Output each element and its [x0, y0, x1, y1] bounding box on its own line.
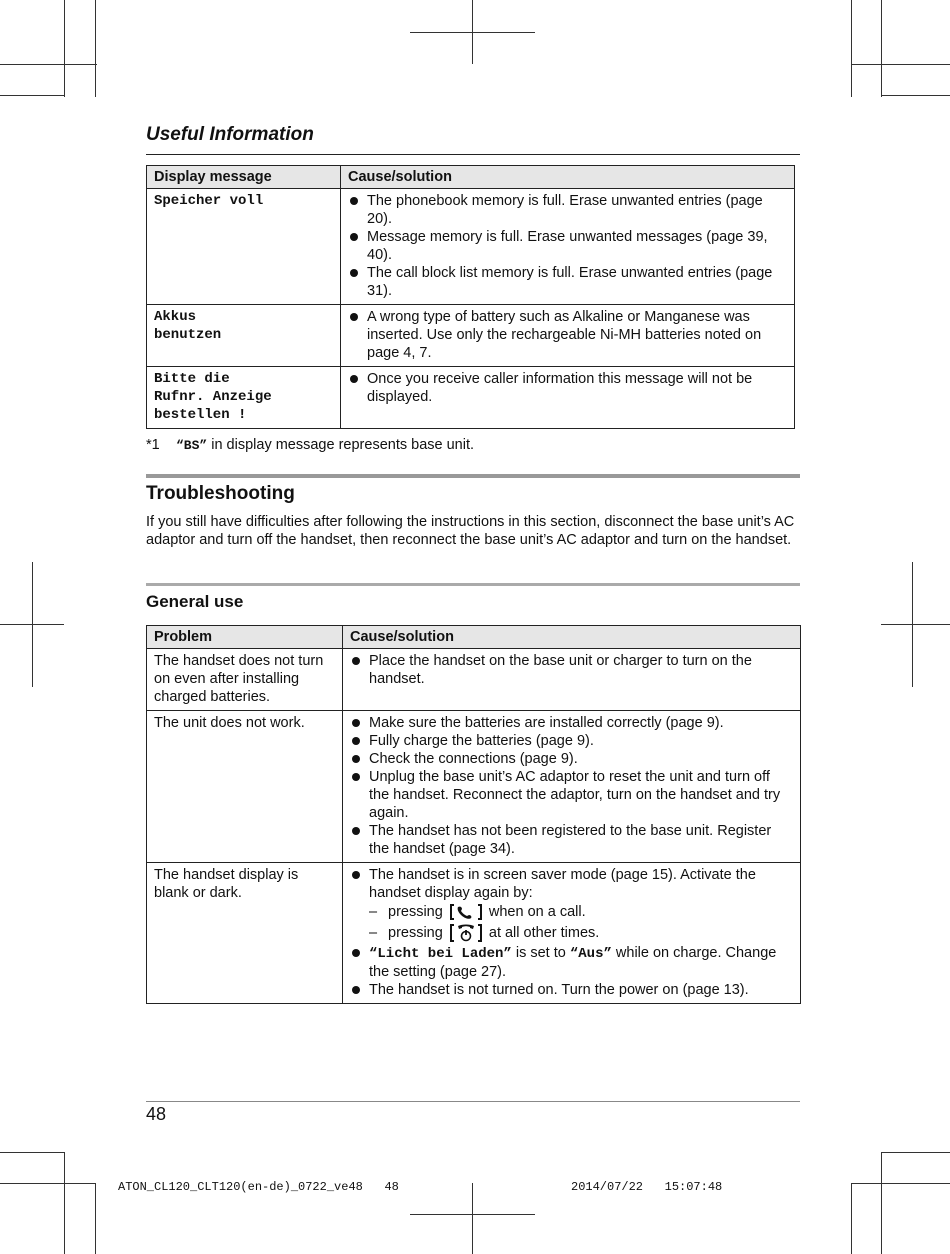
display-message-table — [146, 165, 795, 429]
solution-text: while on charge. Change the setting (page 27). — [369, 945, 777, 980]
crop-mark — [881, 1152, 882, 1254]
problem-cell: The unit does not work. — [147, 711, 343, 863]
sub-step — [369, 902, 793, 923]
print-timestamp: 2014/07/22 15:07:48 — [571, 1180, 723, 1194]
table-header-row — [147, 626, 801, 649]
column-header: Cause/solution — [343, 626, 801, 649]
crop-mark — [0, 64, 97, 65]
crop-mark — [0, 1183, 95, 1184]
solution-text: The handset is in screen saver mode (page 15). Activate the handset display again by: — [369, 867, 756, 901]
solution-item: A wrong type of battery such as Alkaline or Manganese was inserted. Use only the rechargeable Ni-MH batteries noted on page 4, 7. — [348, 308, 787, 362]
solution-item: Make sure the batteries are installed correctly (page 9). — [350, 714, 793, 732]
solution-item: Unplug the base unit’s AC adaptor to reset the unit and turn off the handset. Reconnect the adaptor, turn on the handset and try again. — [350, 768, 793, 822]
footnote-mark: *1 — [146, 437, 160, 453]
setting-value: “Aus” — [569, 946, 612, 962]
column-header: Problem — [147, 626, 343, 649]
cause-solution-cell — [341, 367, 795, 429]
table-row — [147, 305, 795, 367]
crop-mark — [851, 0, 852, 97]
solution-item: Message memory is full. Erase unwanted messages (page 39, 40). — [348, 228, 787, 264]
setting-name: “Licht bei Laden” — [369, 946, 512, 962]
crop-mark — [851, 64, 950, 65]
display-message: Bitte die Rufnr. Anzeige bestellen ! — [147, 367, 341, 429]
cause-solution-cell — [341, 305, 795, 367]
solution-item: The handset is not turned on. Turn the power on (page 13). — [350, 981, 793, 999]
table-row — [147, 649, 801, 711]
cause-solution-cell — [343, 711, 801, 863]
solution-item: Fully charge the batteries (page 9). — [350, 732, 793, 750]
title-rule — [146, 154, 800, 155]
solution-item: Check the connections (page 9). — [350, 750, 793, 768]
crop-mark — [881, 1152, 950, 1153]
troubleshooting-heading: Troubleshooting — [146, 483, 295, 504]
crop-mark — [0, 624, 64, 625]
section-title: Useful Information — [146, 124, 314, 145]
table-row — [147, 189, 795, 305]
footnote-text: in display message represents base unit. — [207, 437, 475, 453]
talk-key-icon — [449, 903, 483, 921]
table-row — [147, 863, 801, 1004]
crop-mark — [881, 95, 950, 96]
page-rule — [146, 1101, 800, 1102]
table-row — [147, 367, 795, 429]
crop-mark — [64, 0, 65, 97]
solution-item: The handset has not been registered to the base unit. Register the handset (page 34). — [350, 822, 793, 858]
crop-mark — [95, 0, 96, 97]
crop-mark — [851, 1183, 950, 1184]
column-header: Display message — [147, 166, 341, 189]
solution-item — [350, 866, 793, 944]
print-imprint: ATON_CL120_CLT120(en-de)_0722_ve48 48 — [118, 1180, 399, 1194]
section-rule — [146, 474, 800, 478]
problem-cell: The handset does not turn on even after installing charged batteries. — [147, 649, 343, 711]
dash-mark: – — [369, 904, 378, 920]
table-row — [147, 711, 801, 863]
cause-solution-cell — [341, 189, 795, 305]
solution-text: is set to — [511, 945, 570, 961]
solution-item — [350, 944, 793, 981]
cause-solution-cell — [343, 649, 801, 711]
crop-mark — [410, 32, 535, 33]
crop-mark — [64, 1152, 65, 1254]
crop-mark — [851, 1183, 852, 1254]
off-power-key-icon — [449, 923, 483, 943]
sub-step-text: pressing — [388, 904, 443, 920]
sub-step-text: when on a call. — [488, 904, 586, 920]
display-message: Speicher voll — [147, 189, 341, 305]
general-use-heading: General use — [146, 592, 244, 611]
display-message: Akkus benutzen — [147, 305, 341, 367]
table-header-row — [147, 166, 795, 189]
solution-item: Place the handset on the base unit or charger to turn on the handset. — [350, 652, 793, 688]
crop-mark — [410, 1214, 535, 1215]
page-number: 48 — [146, 1104, 167, 1124]
solution-item: The call block list memory is full. Erase unwanted entries (page 31). — [348, 264, 787, 300]
crop-mark — [95, 1183, 96, 1254]
solution-item: The phonebook memory is full. Erase unwanted entries (page 20). — [348, 192, 787, 228]
general-use-table — [146, 625, 801, 1004]
column-header: Cause/solution — [341, 166, 795, 189]
crop-mark — [881, 624, 950, 625]
sub-step — [369, 923, 793, 944]
solution-item: Once you receive caller information this message will not be displayed. — [348, 370, 787, 406]
problem-cell: The handset display is blank or dark. — [147, 863, 343, 1004]
cause-solution-cell — [343, 863, 801, 1004]
sub-step-text: pressing — [388, 925, 443, 941]
sub-step-text: at all other times. — [488, 925, 600, 941]
crop-mark — [0, 1152, 64, 1153]
footnote-code: “BS” — [176, 438, 208, 453]
footnote — [146, 437, 474, 453]
subsection-rule — [146, 583, 800, 586]
crop-mark — [0, 95, 64, 96]
troubleshooting-intro: If you still have difficulties after following the instructions in this section, disconnect the base unit’s AC adaptor and turn off the handset, then reconnect the base unit’s AC adaptor and turn on the handset. — [146, 514, 795, 548]
crop-mark — [472, 1183, 473, 1254]
dash-mark: – — [369, 925, 378, 941]
crop-mark — [881, 0, 882, 97]
